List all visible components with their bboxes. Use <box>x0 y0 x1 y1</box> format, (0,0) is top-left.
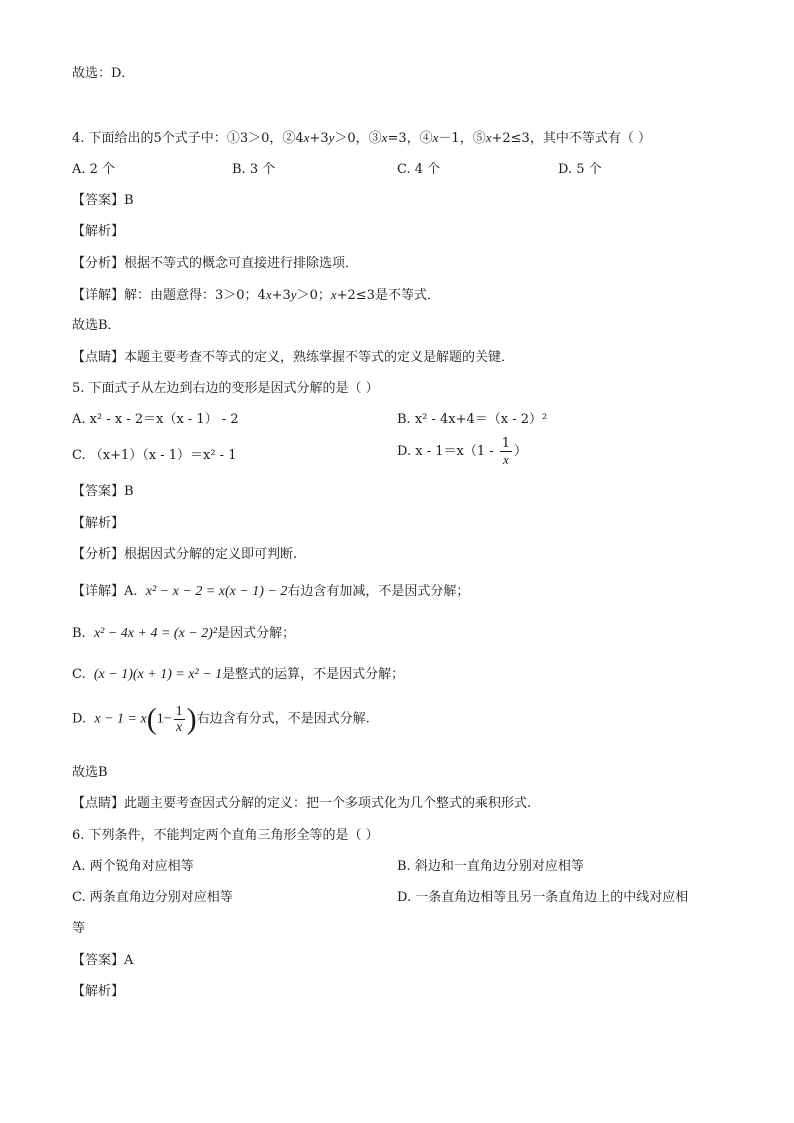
q5-conclusion: 故选B <box>72 765 108 780</box>
q6-answer: 【答案】A <box>72 953 134 968</box>
q4-stem <box>72 128 651 149</box>
q4-answer: 【答案】B <box>72 193 134 208</box>
q5-stem: 5. 下面式子从左边到右边的变形是因式分解的是（ ） <box>72 381 379 396</box>
q6-option-d: D. 一条直角边相等且另一条直角边上的中线对应相 <box>397 890 689 905</box>
q6-option-a: A. 两个锐角对应相等 <box>72 859 194 874</box>
previous-conclusion: 故选：D． <box>72 66 135 81</box>
q4-option-c: C. 4 个 <box>397 162 441 177</box>
q5-detail-d: D. x − 1 = x(1− $\frac{1}{x}$ )右边含有分式，不是因式分解. <box>72 702 370 736</box>
q5-option-c: C. （x+1）（x - 1）＝x² - 1 <box>72 448 237 463</box>
q5-detail-c: C. (x − 1)(x + 1) = x² − 1是整式的运算，不是因式分解； <box>72 667 405 682</box>
q5-answer: 【答案】B <box>72 484 134 499</box>
q5-fenxi: 【分析】根据因式分解的定义即可判断. <box>72 547 298 562</box>
q5-analysis-title: 【解析】 <box>72 516 125 531</box>
q6-option-d-wrap: 等 <box>72 921 86 936</box>
q4-expr-4: ④x－1， <box>419 130 473 146</box>
q4-expr-2: ②4x+3y＞0， <box>282 130 369 146</box>
q4-expr-1: ①3＞0， <box>226 131 283 146</box>
q5-option-b: B. x² - 4x+4＝（x - 2）² <box>397 412 548 427</box>
q4-stem-end: 其中不等式有（ ） <box>542 131 651 146</box>
q6-stem: 6. 下列条件，不能判定两个直角三角形全等的是（ ） <box>72 828 379 843</box>
q4-fenxi: 【分析】根据不等式的概念可直接进行排除选项． <box>72 256 359 271</box>
q5-option-d: D. x - 1＝x（1 - $\frac{1}{x}$ ） <box>397 436 528 467</box>
q4-dianjing: 【点睛】本题主要考查不等式的定义，熟练掌握不等式的定义是解题的关键． <box>72 350 515 365</box>
q5-detail-a: 【详解】A. x² − x − 2 = x(x − 1) − 2右边含有加减，不是因式分解； <box>72 584 470 599</box>
q4-option-b: B. 3 个 <box>232 162 276 177</box>
q4-stem-start: 4. 下面给出的5个式子中： <box>72 131 227 146</box>
q6-option-b: B. 斜边和一直角边分别对应相等 <box>397 859 584 874</box>
q6-analysis-title: 【解析】 <box>72 984 125 999</box>
q4-detail: 【详解】解：由题意得：3＞0；4x+3y＞0；x+2≤3是不等式． <box>72 287 440 303</box>
q5-dianjing: 【点睛】此题主要考查因式分解的定义：把一个多项式化为几个整式的乘积形式. <box>72 796 532 811</box>
q4-option-d: D. 5 个 <box>558 162 602 177</box>
q4-option-a: A. 2 个 <box>72 162 116 177</box>
q6-option-c: C. 两条直角边分别对应相等 <box>72 890 233 905</box>
q4-analysis-title: 【解析】 <box>72 224 125 239</box>
q4-expr-3: ③x=3， <box>368 130 420 146</box>
q4-expr-5: ⑤x+2≤3， <box>472 130 543 146</box>
q4-conclusion: 故选B． <box>72 318 121 333</box>
q5-detail-b: B. x² − 4x + 4 = (x − 2)²是因式分解； <box>72 626 296 641</box>
q5-option-a: A. x² - x - 2＝x（x - 1） - 2 <box>72 412 239 427</box>
